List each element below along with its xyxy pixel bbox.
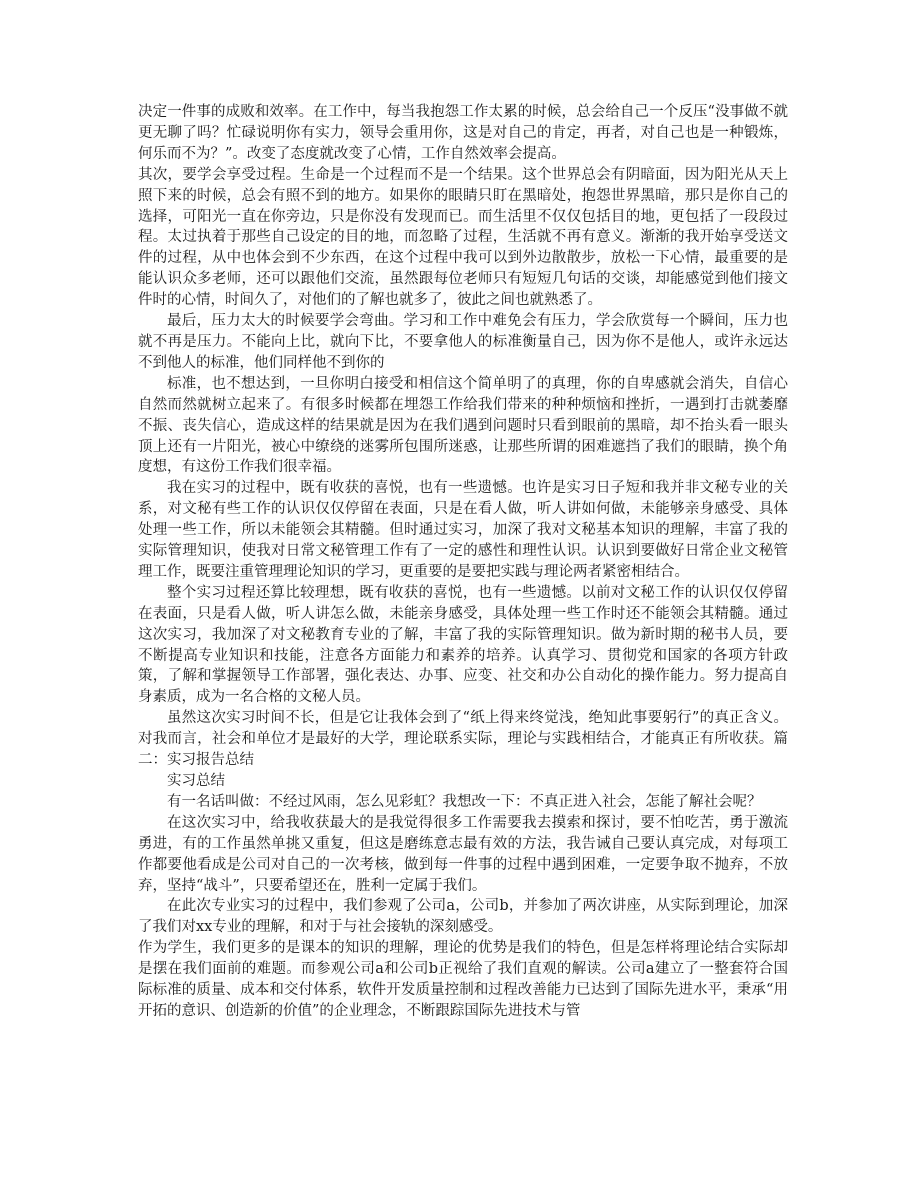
paragraph-2: 其次，要学会享受过程。生命是一个过程而不是一个结果。这个世界总会有阴暗面，因为阳光从天上照下来的时候，总会有照不到的地方。如果你的眼睛只盯在黑暗处，抱怨世界黑暗，那只是你自己的选择，可阳光一直在你旁边，只是你没有发现而已。而生活里不仅仅包括目的地，更包括了一段段过程。太过执着于那些自己设定的目的地，而忽略了过程，生活就不再有意义。渐渐的我开始享受送文件的过程，从中也体会到不少东西，在这个过程中我可以到外边散散步，放松一下心情，最重要的是能认识众多老师，还可以跟他们交流，虽然跟每位老师只有短短几句话的交谈，却能感觉到他们接文件时的心情，时间久了，对他们的了解也就多了，彼此之间也就熟悉了。 [138, 166, 788, 309]
paragraph-1: 决定一件事的成败和效率。在工作中，每当我抱怨工作太累的时候，总会给自己一个反压“没事做不就更无聊了吗？忙碌说明你有实力，领导会重用你，这是对自己的肯定，再者，对自己也是一种锻炼，何乐而不为？”。改变了态度就改变了心情，工作自然效率会提高。 [138, 104, 788, 162]
paragraph-5: 我在实习的过程中，既有收获的喜悦，也有一些遗憾。也许是实习日子短和我并非文秘专业的关系，对文秘有些工作的认识仅仅停留在表面，只是在看人做，听人讲如何做，未能够亲身感受、具体处理一些工作，所以未能领会其精髓。但时通过实习，加深了我对文秘基本知识的理解，丰富了我的实际管理知识，使我对日常文秘管理工作有了一定的感性和理性认识。认识到要做好日常企业文秘管理工作，既要注重管理理论知识的学习，更重要的是要把实践与理论两者紧密相结合。 [138, 480, 788, 580]
document-body [138, 102, 788, 1022]
paragraph-11: 作为学生，我们更多的是课本的知识的理解，理论的优势是我们的特色，但是怎样将理论结合实际却是摆在我们面前的难题。而参观公司a和公司b正视给了我们直观的解读。公司a建立了一整套符合国际标准的质量、成本和交付体系，软件开发质量控制和过程改善能力已达到了国际先进水平，秉承“用开拓的意识、创造新的价值”的企业理念，不断跟踪国际先进技术与管 [138, 940, 788, 1019]
section-heading: 实习总结 [167, 773, 225, 789]
paragraph-7: 虽然这次实习时间不长，但是它让我体会到了“纸上得来终觉浅，绝知此事要躬行”的真正含义。对我而言，社会和单位才是最好的大学，理论联系实际，理论与实践相结合，才能真正有所收获。篇二：实习报告总结 [138, 710, 788, 769]
paragraph-8: 有一名话叫做：不经过风雨，怎么见彩虹？我想改一下：不真正进入社会，怎能了解社会呢？ [167, 793, 762, 810]
paragraph-10: 在此次专业实习的过程中，我们参观了公司a，公司b，并参加了两次讲座，从实际到理论，加深了我们对xx专业的理解，和对于与社会接轨的深刻感受。 [138, 898, 788, 936]
paragraph-3: 最后，压力太大的时候要学会弯曲。学习和工作中难免会有压力，学会欣赏每一个瞬间，压力也就不再是压力。不能向上比，就向下比，不要拿他人的标准衡量自己，因为你不是他人，或许永远达不到他人的标准，他们同样他不到你的 [138, 313, 788, 371]
paragraph-9: 在这次实习中，给我收获最大的是我觉得很多工作需要我去摸索和探讨，要不怕吃苦，勇于激流勇进，有的工作虽然单挑又重复，但这是磨练意志最有效的方法，我告诫自己要认真完成，对每项工作都要他看成是公司对自己的一次考核，做到每一件事的过程中遇到困难，一定要争取不抛弃，不放弃，坚持“战斗”，只要希望还在，胜利一定属于我们。 [138, 814, 788, 894]
paragraph-6: 整个实习过程还算比较理想，既有收获的喜悦，也有一些遗憾。以前对文秘工作的认识仅仅停留在表面，只是看人做，听人讲怎么做，未能亲身感受，具体处理一些工作时还不能领会其精髓。通过这次实习，我加深了对文秘教育专业的了解，丰富了我的实际管理知识。做为新时期的秘书人员，要不断提高专业知识和技能，注意各方面能力和素养的培养。认真学习、贯彻党和国家的各项方针政策，了解和掌握领导工作部署，强化表达、办事、应变、社交和办公自动化的操作能力。努力提高自身素质，成为一名合格的文秘人员。 [138, 584, 788, 706]
paragraph-4: 标准，也不想达到，一旦你明白接受和相信这个简单明了的真理，你的自卑感就会消失，自信心自然而然就树立起来了。有很多时候都在埋怨工作给我们带来的种种烦恼和挫折，一遇到打击就萎靡不振、丧失信心，造成这样的结果就是因为在我们遇到问题时只看到眼前的黑暗，却不抬头看一眼头顶上还有一片阳光，被心中缭绕的迷雾所包围所迷惑，让那些所谓的困难遮挡了我们的眼睛，换个角度想，有这份工作我们很幸福。 [138, 375, 788, 476]
